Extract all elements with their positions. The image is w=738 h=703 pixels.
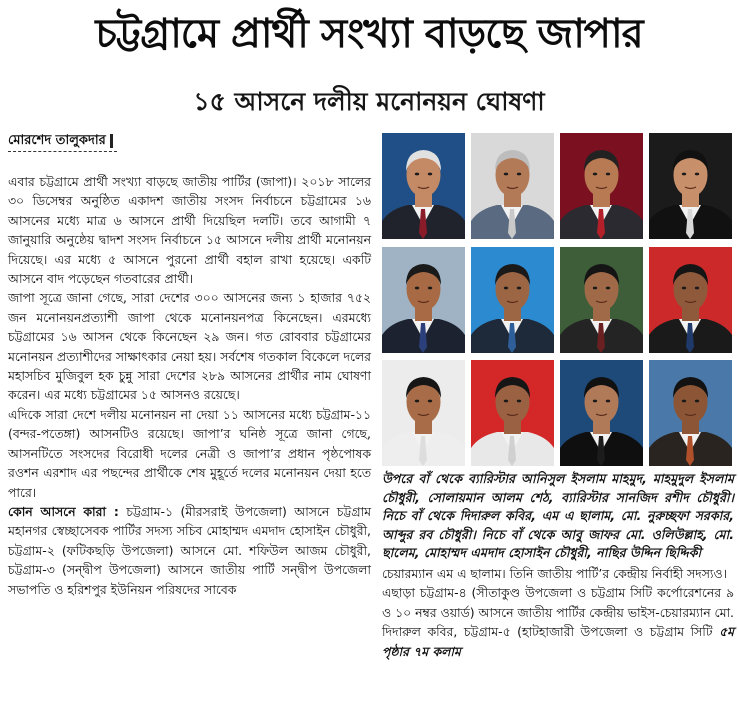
continued-note: ৫ম পৃষ্ঠার ৭ম কলাম xyxy=(382,624,734,659)
paragraph-seat-4-5 xyxy=(382,583,734,661)
subheadline: ১৫ আসনে দলীয় মনোনয়ন ঘোষণা xyxy=(193,87,545,116)
paragraph-salam: চেয়ারম্যান এম এ ছালাম। তিনি জাতীয় পার্টি’র কেন্দ্রীয় নির্বাহী সদস্যও। xyxy=(382,566,728,581)
right-column xyxy=(382,564,734,661)
left-column xyxy=(8,172,371,599)
candidate-photo xyxy=(382,133,465,239)
paragraph-who-where xyxy=(8,502,371,599)
headline: চট্টগ্রামে প্রার্থী সংখ্যা বাড়ছে জাপার xyxy=(95,10,643,57)
candidate-photo xyxy=(471,360,554,466)
paragraph-who-where-text: চট্টগ্রাম-১ (মীরসরাই উপজেলা) আসনে চট্টগ্রাম মহানগর স্বেচ্ছাসেবক পার্টির সদস্য সচিব মোহাম্মদ এমদাদ হোসাইন চৌধুরী, চট্টগ্রাম-২ (ফটিকছড়ি উপজেলা) আসনে মো. শফিউল আজম চৌধুরী, চট্টগ্রাম-৩ (সন্দ্বীপ উপজেলা) আসনে জাতীয় পার্টি সন্দ্বীপ উপজেলা সভাপতি ও হরিশপুর ইউনিয়ন পরিষদের সাবেক xyxy=(8,503,371,597)
byline-text: মোরশেদ তালুকদার xyxy=(8,133,106,148)
candidate-photo xyxy=(649,133,732,239)
byline-bar xyxy=(110,134,113,148)
byline xyxy=(8,131,117,152)
candidate-photo xyxy=(560,247,643,353)
candidate-photo xyxy=(649,247,732,353)
section-lead: কোন আসনে কারা : xyxy=(8,503,119,519)
candidate-photo xyxy=(649,360,732,466)
paragraph-seat-11: এদিকে সারা দেশে দলীয় মনোনয়ন না দেয়া ১১ আসনের মধ্যে চট্টগ্রাম-১১ (বন্দর-পতেঙ্গা) আসনটিও রয়েছে। জাপা’র ঘনিষ্ঠ সূত্রে জানা গেছে, আসনটিতে সংসদের বিরোধী দলের নেত্রী ও জাপা’র প্রধান পৃষ্ঠপোষক রওশন এরশাদ এর পছন্দের প্রার্থীকে শেষ মুহূর্তে দলের মনোনয়ন দেয়া হতে পারে। xyxy=(8,406,371,500)
candidate-photo xyxy=(382,360,465,466)
photo-caption: উপরে বাঁ থেকে ব্যারিস্টার আনিসুল ইসলাম মাহমুদ, মাহমুদুল ইসলাম চৌধুরী, সোলায়মান আলম শেঠ, ব্যারিস্টার সানজিদ রশীদ চৌধুরী। নিচে বাঁ থেকে দিদারুল কবির, এম এ ছালাম, মো. নুরুচ্ছফা সরকার, আব্দুর রব চৌধুরী। নিচে বাঁ থেকে আবু জাফর মো. ওলিউল্লাহ, মো. ছালেম, মোহাম্মদ এমদাদ হোসাইন চৌধুরী, নাছির উদ্দিন ছিদ্দিকী xyxy=(382,471,734,561)
candidate-photo xyxy=(382,247,465,353)
paragraph-nominations: জাপা সূত্রে জানা গেছে, সারা দেশের ৩০০ আসনের জন্য ১ হাজার ৭৫২ জন মনোনয়নপ্রত্যাশী জাপা থেকে মনোনয়নপত্র কিনেছেন। এরমধ্যে চট্টগ্রামের ১৬ আসন থেকে কিনেছেন ২৯ জন। গত রোববার চট্টগ্রামের মনোনয়ন প্রত্যাশীদের সাক্ষাৎকার নেয়া হয়। সর্বশেষ গতকাল বিকেলে দলের মহাসচিব মুজিবুল হক চুন্নু সারা দেশের ২৮৯ আসনের প্রার্থীর নাম ঘোষণা করেন। এর মধ্যে চট্টগ্রামের ১৫ আসনও রয়েছে। xyxy=(8,290,371,403)
candidate-photo xyxy=(560,360,643,466)
candidate-photo xyxy=(471,247,554,353)
candidate-photo xyxy=(560,133,643,239)
candidate-photos xyxy=(382,133,734,469)
paragraph-intro: এবার চট্টগ্রামে প্রার্থী সংখ্যা বাড়ছে জাতীয় পার্টির (জাপা)। ২০১৮ সালের ৩০ ডিসেম্বর অনুষ্ঠিত একাদশ জাতীয় সংসদ নির্বাচনে চট্টগ্রামের ১৬ আসনের মধ্যে মাত্র ৬ আসনে প্রার্থী দিয়েছিল দলটি। তবে আগামী ৭ জানুয়ারি অনুষ্ঠেয় দ্বাদশ সংসদ নির্বাচনে ১৫ আসনে দলীয় প্রার্থী মনোনয়ন দিয়েছে। এর মধ্যে ৫ আসনে পুরনো প্রার্থী বহাল রাখা হয়েছে। একটি আসনে বাদ পড়েছেন গতবারের প্রার্থী। xyxy=(8,174,371,287)
paragraph-seat-4-5-text: এছাড়া চট্টগ্রাম-৪ (সীতাকুণ্ড উপজেলা ও চট্টগ্রাম সিটি কর্পোরেশনের ৯ ও ১০ নম্বর ওয়ার্ড) আসনে জাতীয় পার্টির কেন্দ্রীয় ভাইস-চেয়ারম্যান মো. দিদারুল কবির, চট্টগ্রাম-৫ (হাটহাজারী উপজেলা ও চট্টগ্রাম সিটি xyxy=(382,585,734,640)
candidate-photo xyxy=(471,133,554,239)
